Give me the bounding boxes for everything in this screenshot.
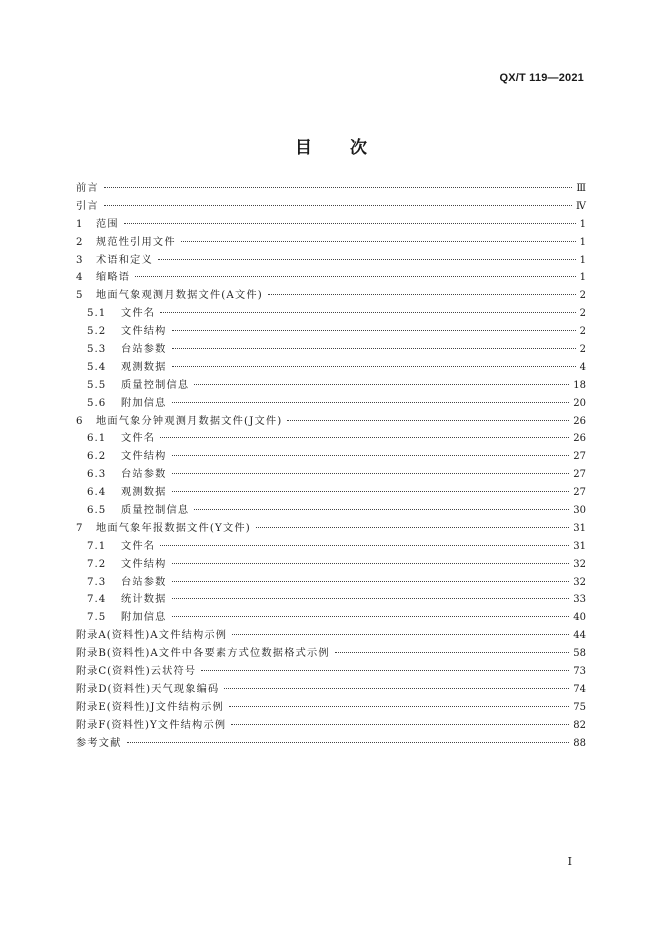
toc-entry-page: 33: [573, 594, 586, 606]
toc-entry-page: 1: [579, 218, 586, 230]
table-of-contents: [76, 180, 586, 753]
toc-entry-number: 7.5: [87, 612, 107, 624]
toc-entry-number: 附录D(资料性): [76, 683, 152, 695]
toc-entry-number: 3: [76, 254, 84, 266]
toc-entry-page: 18: [573, 379, 586, 391]
toc-entry-label: 文件名: [121, 433, 156, 445]
toc-entry[interactable]: [76, 556, 586, 574]
toc-entry-label: 文件名: [121, 540, 156, 552]
toc-entry-number: 4: [76, 272, 84, 284]
toc-entry-page: 1: [579, 236, 586, 248]
toc-entry-page: 26: [573, 415, 586, 427]
toc-entry-page: 27: [573, 469, 586, 481]
toc-entry-label: 文件结构: [121, 558, 167, 570]
toc-entry-page: Ⅳ: [576, 200, 586, 212]
dot-leader: [160, 437, 569, 438]
toc-entry-label: 文件结构: [121, 451, 167, 463]
dot-leader: [201, 670, 569, 671]
toc-entry[interactable]: [76, 717, 586, 735]
dot-leader: [287, 420, 569, 421]
toc-entry[interactable]: [76, 627, 586, 645]
toc-entry-number: 1: [76, 218, 84, 230]
dot-leader: [172, 563, 570, 564]
toc-entry-number: 6.4: [87, 487, 107, 499]
toc-entry-page: 44: [573, 630, 586, 642]
dot-leader: [172, 402, 570, 403]
toc-entry-page: 30: [573, 505, 586, 517]
toc-entry-page: 32: [573, 576, 586, 588]
toc-entry-page: 2: [579, 326, 586, 338]
toc-entry-label: 台站参数: [121, 344, 167, 356]
toc-entry-page: 27: [573, 451, 586, 463]
toc-entry-number: 2: [76, 236, 84, 248]
dot-leader: [172, 581, 570, 582]
toc-entry-label: 术语和定义: [96, 254, 153, 266]
toc-entry-label: 前言: [76, 183, 99, 194]
toc-entry-page: 2: [579, 308, 586, 320]
toc-entry-label: Y文件结构示例: [149, 719, 227, 731]
toc-entry-label: 附加信息: [121, 397, 167, 409]
toc-entry[interactable]: [76, 645, 586, 663]
dot-leader: [172, 473, 570, 474]
toc-entry-page: Ⅲ: [576, 183, 586, 194]
dot-leader: [172, 491, 570, 492]
toc-entry-page: 31: [573, 522, 586, 534]
toc-entry-label: 引言: [76, 200, 99, 212]
toc-entry-label: A文件中各要素方式位数据格式示例: [150, 648, 330, 660]
toc-entry-label: 参考文献: [76, 737, 122, 749]
toc-entry-number: 7.3: [87, 576, 107, 588]
toc-entry-number: 7: [76, 522, 84, 534]
toc-entry[interactable]: [76, 502, 586, 520]
dot-leader: [127, 742, 570, 743]
dot-leader: [172, 348, 576, 349]
toc-entry-number: 7.4: [87, 594, 107, 606]
toc-entry[interactable]: [76, 234, 586, 252]
toc-entry-label: 台站参数: [121, 469, 167, 481]
toc-entry-label: 统计数据: [121, 594, 167, 606]
toc-entry[interactable]: [76, 484, 586, 502]
toc-entry[interactable]: [76, 198, 586, 216]
toc-entry-number: 附录B(资料性): [76, 648, 151, 660]
dot-leader: [158, 259, 576, 260]
toc-entry[interactable]: [76, 574, 586, 592]
toc-entry-page: 32: [573, 558, 586, 570]
toc-entry-page: 31: [573, 540, 586, 552]
dot-leader: [231, 724, 569, 725]
toc-entry-page: 26: [573, 433, 586, 445]
dot-leader: [256, 527, 569, 528]
toc-entry[interactable]: [76, 216, 586, 234]
toc-entry-number: 6: [76, 415, 84, 427]
toc-entry-page: 88: [573, 737, 586, 749]
toc-entry-label: 范围: [96, 218, 119, 230]
toc-entry-label: 台站参数: [121, 576, 167, 588]
toc-entry[interactable]: [76, 430, 586, 448]
footer-page-number: I: [567, 855, 572, 868]
toc-entry-number: 附录E(资料性): [76, 701, 151, 713]
dot-leader: [172, 330, 576, 331]
dot-leader: [335, 652, 570, 653]
toc-entry-page: 74: [573, 683, 586, 695]
toc-entry-number: 5.5: [87, 379, 107, 391]
toc-title: 目次: [295, 138, 405, 158]
toc-entry-number: 5.2: [87, 326, 107, 338]
toc-entry[interactable]: [76, 359, 586, 377]
toc-entry-number: 5.3: [87, 344, 107, 356]
toc-entry[interactable]: [76, 699, 586, 717]
toc-entry-number: 7.2: [87, 558, 107, 570]
toc-entry[interactable]: [76, 466, 586, 484]
toc-entry-number: 7.1: [87, 540, 107, 552]
toc-entry[interactable]: [76, 269, 586, 287]
toc-entry-page: 75: [573, 701, 586, 713]
toc-entry-label: 观测数据: [121, 487, 167, 499]
toc-entry[interactable]: [76, 681, 586, 699]
toc-entry[interactable]: [76, 520, 586, 538]
toc-entry-label: J文件结构示例: [150, 701, 224, 713]
dot-leader: [194, 509, 569, 510]
toc-entry-page: 40: [573, 612, 586, 624]
toc-entry-label: 质量控制信息: [121, 505, 190, 517]
dot-leader: [172, 598, 570, 599]
toc-entry-label: 文件名: [121, 308, 156, 320]
toc-entry[interactable]: [76, 448, 586, 466]
dot-leader: [135, 276, 575, 277]
toc-entry-page: 27: [573, 487, 586, 499]
toc-entry-page: 73: [573, 666, 586, 678]
toc-entry-label: A文件结构示例: [150, 630, 228, 642]
standard-code: QX/T 119—2021: [499, 72, 584, 84]
toc-entry-page: 1: [579, 254, 586, 266]
toc-entry[interactable]: [76, 395, 586, 413]
toc-entry-page: 2: [579, 344, 586, 356]
toc-entry-page: 2: [579, 290, 586, 302]
toc-entry[interactable]: [76, 663, 586, 681]
toc-entry-number: 6.3: [87, 469, 107, 481]
toc-entry-label: 观测数据: [121, 361, 167, 373]
toc-entry[interactable]: [76, 377, 586, 395]
toc-entry-label: 缩略语: [96, 272, 131, 284]
toc-entry[interactable]: [76, 180, 586, 198]
toc-entry[interactable]: [76, 252, 586, 270]
toc-entry[interactable]: [76, 305, 586, 323]
toc-entry-number: 6.5: [87, 505, 107, 517]
toc-entry-number: 5.6: [87, 397, 107, 409]
dot-leader: [104, 205, 572, 206]
dot-leader: [224, 688, 569, 689]
toc-entry-number: 附录A(资料性): [76, 630, 151, 642]
toc-entry-page: 82: [573, 719, 586, 731]
toc-entry-number: 5.1: [87, 308, 107, 320]
toc-entry-number: 附录C(资料性): [76, 666, 151, 678]
toc-entry-number: 附录F(资料性): [76, 719, 150, 731]
toc-entry-label: 地面气象分钟观测月数据文件(J文件): [96, 415, 283, 427]
toc-entry-page: 58: [573, 648, 586, 660]
dot-leader: [172, 366, 576, 367]
toc-entry-label: 文件结构: [121, 326, 167, 338]
dot-leader: [172, 616, 570, 617]
toc-entry[interactable]: [76, 323, 586, 341]
dot-leader: [172, 455, 570, 456]
dot-leader: [181, 241, 576, 242]
toc-entry-label: 质量控制信息: [121, 379, 190, 391]
toc-entry[interactable]: [76, 538, 586, 556]
toc-entry[interactable]: [76, 609, 586, 627]
dot-leader: [124, 223, 576, 224]
dot-leader: [268, 294, 576, 295]
toc-entry-label: 云状符号: [150, 666, 197, 678]
dot-leader: [160, 312, 575, 313]
dot-leader: [160, 545, 569, 546]
dot-leader: [232, 634, 569, 635]
toc-entry-page: 4: [579, 361, 586, 373]
dot-leader: [229, 706, 569, 707]
toc-entry[interactable]: [76, 591, 586, 609]
toc-entry[interactable]: [76, 735, 586, 753]
toc-entry-label: 天气现象编码: [151, 683, 220, 695]
toc-entry[interactable]: [76, 413, 586, 431]
toc-entry-number: 5: [76, 290, 84, 302]
dot-leader: [104, 187, 573, 188]
toc-entry[interactable]: [76, 341, 586, 359]
toc-entry-number: 6.1: [87, 433, 107, 445]
toc-entry-label: 地面气象年报数据文件(Y文件): [96, 522, 251, 534]
toc-entry-page: 20: [573, 397, 586, 409]
toc-entry-number: 6.2: [87, 451, 107, 463]
toc-entry-page: 1: [579, 272, 586, 284]
toc-entry-number: 5.4: [87, 361, 107, 373]
toc-entry[interactable]: [76, 287, 586, 305]
toc-entry-label: 附加信息: [121, 612, 167, 624]
dot-leader: [194, 384, 569, 385]
toc-entry-label: 地面气象观测月数据文件(A文件): [96, 290, 263, 302]
toc-entry-label: 规范性引用文件: [96, 236, 176, 248]
